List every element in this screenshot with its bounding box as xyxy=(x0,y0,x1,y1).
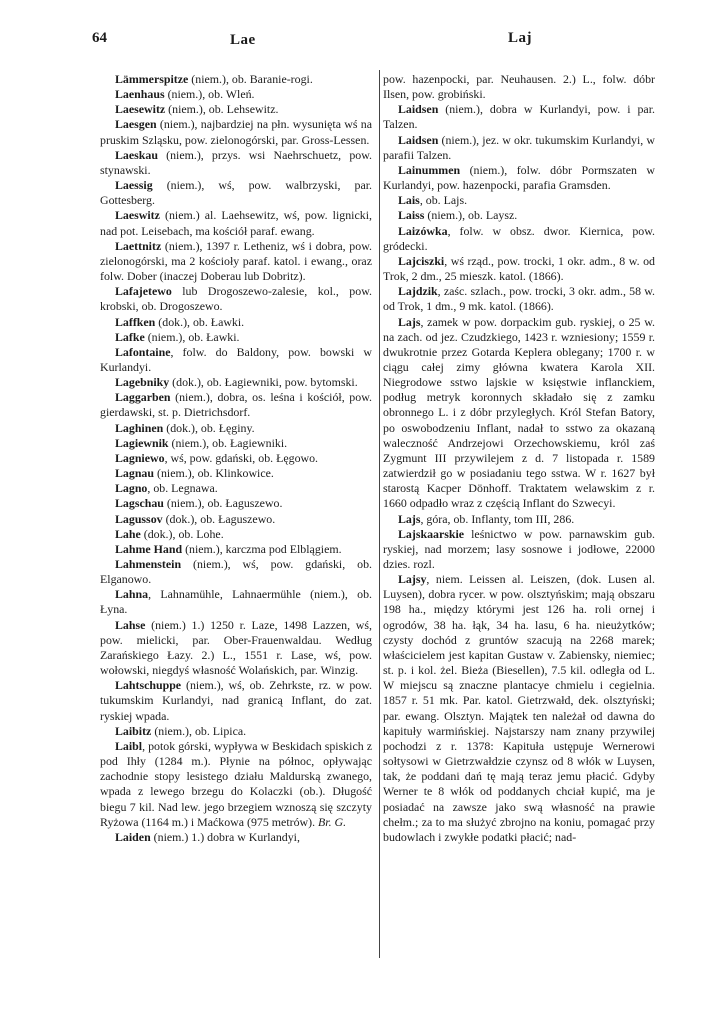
entry-text: , góra, ob. Inflanty, tom III, 286. xyxy=(420,511,575,526)
dictionary-entry xyxy=(383,133,655,163)
dictionary-entry xyxy=(100,587,372,617)
entry-headword: Lahtschuppe xyxy=(115,678,182,693)
dictionary-entry xyxy=(100,830,372,845)
entry-text: (niem.), przys. wsi Naehrschuetz, pow. stynawski. xyxy=(100,147,372,177)
entry-headword: Lajs xyxy=(398,511,421,526)
entry-headword: Lahmenstein xyxy=(115,557,182,571)
entry-headword: Laenhaus xyxy=(115,87,165,102)
entry-headword: Laiden xyxy=(115,829,151,844)
entry-text: (niem.), folw. dóbr Pormszaten w Kurlandyi, pow. hazenpocki, parafia Gramsden. xyxy=(383,162,655,193)
dictionary-entry xyxy=(100,330,372,345)
entry-text: (niem.), ob. Ławki. xyxy=(147,329,240,344)
dictionary-entry xyxy=(100,421,372,436)
entry-text: , folw. w obsz. dwor. Kiernica, pow. gródecki. xyxy=(383,223,655,253)
dictionary-entry xyxy=(100,208,372,238)
dictionary-entry xyxy=(100,239,372,284)
entry-headword: Lagschau xyxy=(115,496,164,511)
dictionary-entry xyxy=(383,527,655,572)
entry-signature: Br. G. xyxy=(318,814,347,829)
right-column xyxy=(383,72,655,845)
entry-headword: Lafajetewo xyxy=(115,284,172,299)
entry-text: (niem.), wś, ob. Zehrkste, rz. w pow. tukumskim Kurlandyi, nad granicą Inflant, do zat. ryskiej wpada. xyxy=(100,678,372,723)
entry-headword: Lagiewnik xyxy=(115,435,169,450)
entry-headword: Lafke xyxy=(115,329,145,344)
dictionary-entry xyxy=(100,739,372,830)
entry-headword: Laghinen xyxy=(115,420,164,435)
entry-text: , ob. Lajs. xyxy=(419,193,468,208)
dictionary-entry xyxy=(383,315,655,512)
entry-headword: Laesgen xyxy=(115,117,157,132)
entry-text: (niem.), dobra w Kurlandyi, pow. i par. Talzen. xyxy=(383,102,655,132)
entry-text: (niem.), karczma pod Elblągiem. xyxy=(185,541,342,556)
dictionary-entry xyxy=(100,557,372,587)
entry-headword: Laidsen xyxy=(398,132,439,147)
entry-text: (dok.), ob. Łęginy. xyxy=(166,420,255,435)
entry-text: (dok.), ob. Łagiewniki, pow. bytomski. xyxy=(172,375,358,390)
entry-text: , folw. do Baldony, pow. bowski w Kurlandyi. xyxy=(100,344,372,374)
entry-headword: Laesewitz xyxy=(115,102,166,117)
dictionary-entry xyxy=(383,102,655,132)
entry-headword: Lahna xyxy=(115,587,149,602)
entry-text: , niem. Leissen al. Leiszen, (dok. Lusen al. Luysen), dobra rycer. w pow. olsztyńskim; mają obszaru 198 ha., między którymi jest 126 ha. roli ornej i ogrodów, 38 ha. łąk, 34 ha. lasu, 6 ha. nieużytków; czysty dochód z gruntów szacują na 2268 marek; właścicielem jest kapitan Gustaw v. Zabiensky, niemiec; st. p. i kol. żel. Bieża (Biesellen), 7.5 kil. odległa od L. W miejscu są znaczne plantacye chmielu i cegielnia. 1857 r. 51 mk. Par. katol. Gietrzwałd, dek. olsztyński; par. ewang. Olsztyn. Majątek ten należał od dawna do kapituły warmińskiej. Najstarszy nam znany przywilej pochodzi z r. 1378: Kapituła ustępuje Wernerowi sołtysowi w Gietrzwałdzie czynsz od 8 włók w Luysen, tak, że poddani dań tę mają teraz jemu płacić. Gdyby Werner te 8 włók od poddanych chciał kupić, ma je posiadać na zawsze jako swą własność na prawie chełm.; za to ma służyć zbrojno na koniu, pomagać przy budowlach i zwykłe podatki płacić; nad- xyxy=(383,572,655,844)
entry-headword: Laibl xyxy=(115,738,143,753)
entry-headword: Laffken xyxy=(115,314,156,329)
entry-headword: Lais xyxy=(398,193,420,208)
entry-headword: Lainummen xyxy=(398,162,461,177)
entry-text: , wś, pow. gdański, ob. Łęgowo. xyxy=(164,450,319,465)
page-number: 64 xyxy=(92,30,107,46)
entry-text: (niem.), ob. Łagiewniki. xyxy=(171,435,288,450)
entry-headword: Lafontaine xyxy=(115,344,171,359)
entry-headword: Lajciszki xyxy=(398,253,445,268)
dictionary-entry xyxy=(100,375,372,390)
page-header xyxy=(0,30,720,54)
entry-headword: Laidsen xyxy=(398,102,439,117)
dictionary-entry xyxy=(100,466,372,481)
entry-headword: Lagussov xyxy=(115,511,163,526)
entry-headword: Lagebniky xyxy=(115,375,170,390)
entry-text: (niem.), 1397 r. Letheniz, wś i dobra, pow. zielonogórski, ma 2 kościoły paraf. katol. i ewang., oraz folw. Dober (inaczej Doberau lub Dobritz). xyxy=(100,238,372,284)
dictionary-entry xyxy=(100,390,372,420)
dictionary-entry xyxy=(100,481,372,496)
entry-text: (dok.), ob. Lohe. xyxy=(143,526,224,541)
dictionary-entry xyxy=(100,527,372,542)
entry-headword: Lahme Hand xyxy=(115,541,183,556)
dictionary-entry xyxy=(100,345,372,375)
entry-text: (niem.), ob. Lehsewitz. xyxy=(168,102,279,117)
dictionary-entry xyxy=(383,163,655,193)
entry-headword: Laizówka xyxy=(398,223,448,238)
entry-text: , zaśc. szlach., pow. trocki, 3 okr. adm., 58 w. od Trok, 1 dm., 9 mk. katol. (1866). xyxy=(383,284,655,314)
column-divider xyxy=(379,70,380,958)
dictionary-entry xyxy=(383,512,655,527)
entry-text: , zamek w pow. dorpackim gub. ryskiej, o 25 w. na zach. od jez. Czudzkiego, 1423 r. wzniesiony; 1559 r. dwukrotnie przez Gotarda Keplera oblegany; 1700 r. w ciągu całej zimy główna kwatera Karola XII. Niegrodowe sstwo lajskie w księstwie inflanckiem, podług metryk koronnych składało się z zamku obronnego L. i z dóbr przyległych. Król Stefan Batory, po oswobodzeniu Inflant, nadał to sstwo za okazaną waleczność Andrzejowi Orzechowskiemu, król zaś Zygmunt III przywilejem z d. 7 listopada r. 1589 zatwierdził go w posiadaniu tego sstwa. W r. 1627 był starostą Kacper Dönhoff. Traktatem welawskim z r. 1660 odpadło wraz z częścią Inflant do Szwecyi. xyxy=(383,314,655,511)
dictionary-entry xyxy=(100,678,372,723)
entry-text: (niem.), ob. Łaguszewo. xyxy=(166,496,283,511)
entry-headword: Laggarben xyxy=(115,390,171,405)
dictionary-entry xyxy=(383,284,655,314)
entry-headword: Lagniewo xyxy=(115,450,165,465)
entry-headword: Lajsy xyxy=(398,572,427,587)
left-running-head: Lae xyxy=(230,32,256,48)
entry-text: (niem.) 1.) dobra w Kurlandyi, xyxy=(153,829,300,844)
entry-headword: Lahse xyxy=(115,617,146,632)
entry-text: (niem.), najbardziej na płn. wysunięta wś na pruskim Szląsku, pow. zielonogórski, par. Gross-Lessen. xyxy=(100,117,372,147)
entry-text: (niem.), wś, pow. gdański, ob. Elganowo. xyxy=(100,557,372,587)
entry-text: lub Drogoszewo-zalesie, kol., pow. krobski, ob. Drogoszewo. xyxy=(100,284,372,314)
entry-text: (niem.) al. Laehsewitz, wś, pow. lignicki, nad pot. Leisebach, ma kościół paraf. ewang. xyxy=(100,208,372,238)
entry-text: , ob. Legnawa. xyxy=(147,481,218,496)
entry-text: (niem.), wś, pow. walbrzyski, par. Gottesberg. xyxy=(100,178,372,208)
dictionary-entry xyxy=(100,72,372,87)
entry-headword: Lämmerspitze xyxy=(115,72,189,86)
left-column xyxy=(100,72,372,845)
dictionary-entry xyxy=(100,496,372,511)
dictionary-entry xyxy=(100,436,372,451)
dictionary-entry-continuation xyxy=(383,72,655,102)
dictionary-entry xyxy=(383,193,655,208)
entry-text: (niem.), dobra, os. leśna i kościół, pow. gierdawski, st. p. Dietrichsdorf. xyxy=(100,390,372,420)
entry-text: (dok.), ob. Ławki. xyxy=(158,314,245,329)
entry-text: (niem.), ob. Wleń. xyxy=(167,87,255,102)
dictionary-entry xyxy=(100,724,372,739)
entry-headword: Lajskaarskie xyxy=(398,526,465,541)
right-running-head: Laj xyxy=(508,30,532,46)
entry-text: , Lahnamühle, Lahnaermühle (niem.), ob. Łyna. xyxy=(100,587,372,617)
dictionary-entry xyxy=(100,618,372,679)
dictionary-entry xyxy=(100,117,372,147)
dictionary-entry xyxy=(100,512,372,527)
dictionary-entry xyxy=(100,148,372,178)
entry-headword: Lahe xyxy=(115,526,141,541)
entry-text: , potok górski, wypływa w Beskidach spiskich z pod Ihły (1284 m.). Płynie na północ, opływając zachodnie stopy lesistego działu Maldurską zwanego, wpada z lewego brzegu do Kolaczki (ob.). Długość biegu 7 kil. Nad lew. jego brzegiem wznoszą się szczyty Ryżowa (1164 m.) i Maćkowa (975 metrów). xyxy=(100,738,372,829)
entry-headword: Lajs xyxy=(398,314,421,329)
entry-text: (niem.), ob. Klinkowice. xyxy=(156,466,274,481)
dictionary-entry xyxy=(100,542,372,557)
entry-headword: Lagno xyxy=(115,481,148,496)
entry-headword: Laettnitz xyxy=(115,238,162,253)
dictionary-entry xyxy=(100,315,372,330)
dictionary-entry xyxy=(100,284,372,314)
dictionary-entry xyxy=(100,451,372,466)
entry-headword: Laeskau xyxy=(115,147,158,162)
entry-headword: Lajdzik xyxy=(398,284,438,299)
entry-text: , wś rząd., pow. trocki, 1 okr. adm., 8 w. od Trok, 2 dm., 25 mieszk. katol. (1866). xyxy=(383,253,655,284)
entry-text: (niem.) 1.) 1250 r. Laze, 1498 Lazzen, wś, pow. mielicki, par. Ober-Frauenwaldau. Według Zarańskiego Łazy. 2.) L., 1551 r. Lase, wś, pow. wołowski, niegdyś własność Wolańskich, par. Winzig. xyxy=(100,617,372,678)
entry-headword: Laessig xyxy=(115,178,153,193)
dictionary-entry xyxy=(100,87,372,102)
entry-headword: Laeswitz xyxy=(115,208,160,223)
dictionary-entry xyxy=(383,208,655,223)
entry-text: pow. hazenpocki, par. Neuhausen. 2.) L., folw. dóbr Ilsen, pow. grobiński. xyxy=(383,72,655,102)
entry-text: (niem.), ob. Lipica. xyxy=(154,723,247,738)
dictionary-entry xyxy=(100,178,372,208)
dictionary-entry xyxy=(383,572,655,845)
dictionary-entry xyxy=(383,254,655,284)
entry-text: (dok.), ob. Łaguszewo. xyxy=(165,511,276,526)
entry-headword: Laiss xyxy=(398,208,425,223)
entry-headword: Lagnau xyxy=(115,466,154,481)
entry-headword: Laibitz xyxy=(115,723,152,738)
entry-text: (niem.), ob. Laysz. xyxy=(427,208,518,223)
dictionary-entry xyxy=(100,102,372,117)
entry-text: (niem.), jez. w okr. tukumskim Kurlandyi, w parafii Talzen. xyxy=(383,132,655,162)
entry-text: leśnictwo w pow. parnawskim gub. ryskiej, nad morzem; lasy sosnowe i jodłowe, 22000 dzies. rozl. xyxy=(383,526,655,571)
dictionary-entry xyxy=(383,224,655,254)
entry-text: (niem.), ob. Baranie-rogi. xyxy=(191,72,313,86)
